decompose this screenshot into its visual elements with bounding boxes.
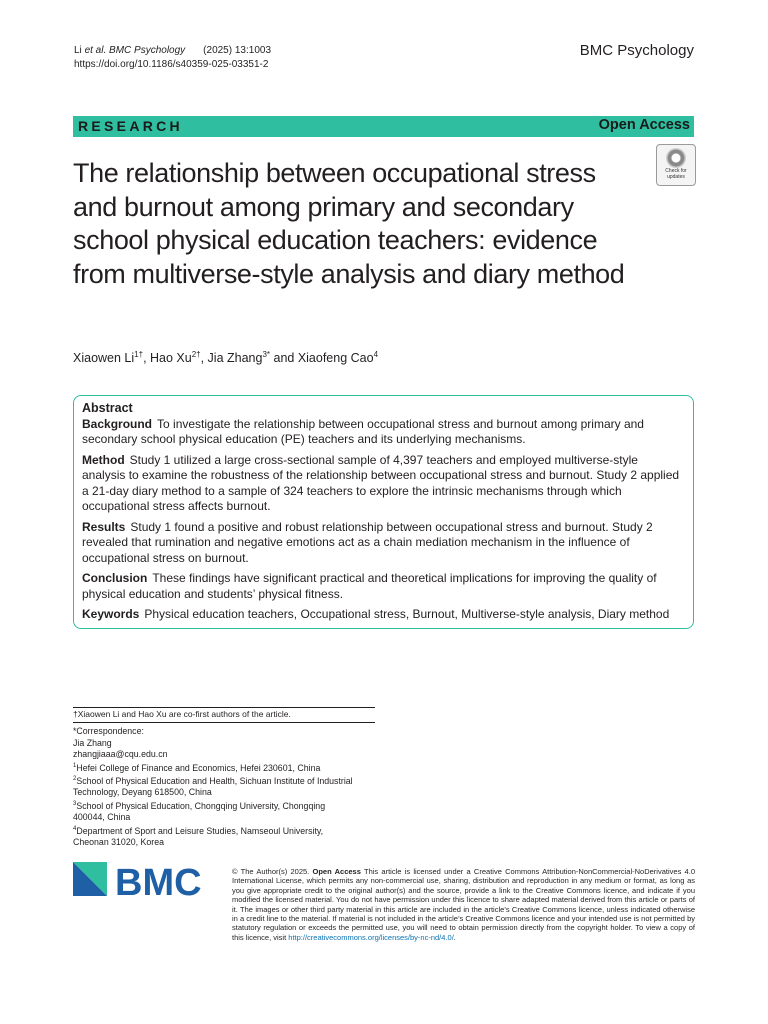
results-text: Study 1 found a positive and robust relationship between occupational stress and burnout. Study 2 revealed that rumination and negative emotions act as a chain mediation mechanism in the influence of occupational stress on burnout. bbox=[82, 519, 653, 565]
author-3[interactable]: , Jia Zhang bbox=[200, 351, 263, 366]
co-first-footnote: †Xiaowen Li and Hao Xu are co-first authors of the article. bbox=[73, 709, 291, 719]
conclusion-text: These findings have significant practical and theoretical implications for improving the quality of physical education and students’ physical fitness. bbox=[82, 571, 657, 601]
affiliation-3-cont: 400044, China bbox=[73, 812, 131, 823]
research-band bbox=[73, 116, 694, 137]
bmc-logo bbox=[73, 862, 215, 906]
badge-line2: updates bbox=[667, 173, 685, 180]
license-body: This article is licensed under a Creative Commons Attribution-NonCommercial-NoDerivatives 4.0 International License, which permits any non-commercial use, sharing, distribution and reproduction in any medium or format, as long as you give appropriate credit to the original author(s) and the source, provide a link to the Creative Commons licence, and indicate if you modified the licensed material. You do not have permission under this licence to share adapted material derived from this article or parts of it. The images or other third party material in this article are included in the article’s Creative Commons licence, unless indicated otherwise in a credit line to the material. If material is not included in the article’s Creative Commons licence and your intended use is not permitted by statutory regulation or exceeds the permitted use, you will need to obtain permission directly from the copyright holder. To view a copy of this licence, visit bbox=[232, 867, 695, 942]
citation-header bbox=[74, 44, 271, 72]
author-4[interactable]: and Xiaofeng Cao bbox=[270, 351, 374, 366]
aff2-text-a: School of Physical Education and Health, Sichuan Institute of Industrial bbox=[76, 775, 353, 786]
background-text: To investigate the relationship between occupational stress and burnout among primary and secondary school physical education (PE) teachers and its underlying mechanisms. bbox=[82, 416, 644, 446]
footnote-divider bbox=[73, 707, 375, 708]
license-prefix: © The Author(s) 2025. bbox=[232, 867, 310, 876]
aff1-sup: 1 bbox=[73, 762, 77, 769]
citation-year: (2025) 13:1003 bbox=[203, 45, 272, 56]
aff3-sup: 3 bbox=[73, 800, 77, 807]
affiliation-1 bbox=[73, 761, 353, 774]
check-for-updates-icon bbox=[666, 148, 686, 168]
aff3-text-a: School of Physical Education, Chongqing University, Chongqing bbox=[76, 800, 326, 811]
author-3-sup: 3* bbox=[262, 350, 271, 359]
check-for-updates-badge[interactable] bbox=[656, 144, 696, 186]
abstract-keywords bbox=[82, 607, 682, 623]
logo-text: BMC bbox=[115, 862, 202, 904]
correspondence-name: Jia Zhang bbox=[73, 737, 112, 748]
background-label: Background bbox=[82, 416, 153, 431]
article-type-label: RESEARCH bbox=[78, 118, 183, 134]
correspondence-block bbox=[73, 726, 353, 849]
author-2[interactable]: , Hao Xu bbox=[143, 351, 192, 366]
aff2-sup: 2 bbox=[73, 775, 77, 782]
aff1-text: Hefei College of Finance and Economics, Hefei 230601, China bbox=[76, 762, 321, 773]
author-4-sup: 4 bbox=[373, 350, 379, 359]
results-label: Results bbox=[82, 519, 126, 534]
affiliation-4 bbox=[73, 824, 353, 837]
affiliation-3 bbox=[73, 799, 353, 812]
method-text: Study 1 utilized a large cross-sectional sample of 4,397 teachers and employed multiverse-style analysis to examine the robustness of the relationship between occupational stress and burnout. Study 2 applied a 21-day diary method to a sample of 324 teachers to explore the intrinsic mechanisms through which occupational stress affects burnout. bbox=[82, 452, 680, 513]
footnote-divider-2 bbox=[73, 722, 375, 723]
author-2-sup: 2† bbox=[191, 350, 201, 359]
license-suffix: . bbox=[453, 932, 456, 942]
license-link[interactable]: http://creativecommons.org/licenses/by-nc-nd/4.0/ bbox=[288, 932, 454, 942]
open-access-label: Open Access bbox=[598, 117, 690, 133]
author-list bbox=[73, 350, 378, 365]
correspondence-label: *Correspondence: bbox=[73, 726, 144, 736]
license-statement bbox=[232, 867, 695, 942]
license-open-access: Open Access bbox=[312, 867, 361, 876]
abstract-background bbox=[82, 417, 682, 448]
aff4-text-a: Department of Sport and Leisure Studies, Namseoul University, bbox=[76, 825, 324, 836]
abstract-method bbox=[82, 453, 682, 515]
author-1-sup: 1† bbox=[134, 350, 144, 359]
correspondence-email[interactable]: zhangjiaaa@cqu.edu.cn bbox=[73, 749, 168, 759]
abstract-box bbox=[73, 395, 694, 629]
affiliation-2-cont: Technology, Deyang 618500, China bbox=[73, 787, 212, 798]
citation-authors: Li bbox=[74, 45, 85, 56]
keywords-label: Keywords bbox=[82, 607, 140, 621]
aff4-sup: 4 bbox=[73, 825, 77, 832]
author-1[interactable]: Xiaowen Li bbox=[73, 351, 135, 366]
journal-name: BMC Psychology bbox=[579, 42, 694, 59]
keywords-text: Physical education teachers, Occupational stress, Burnout, Multiverse-style analysis, Diary method bbox=[144, 607, 670, 621]
doi-link[interactable]: https://doi.org/10.1186/s40359-025-03351-2 bbox=[74, 59, 269, 70]
affiliation-4-cont: Cheonan 31020, Korea bbox=[73, 837, 164, 848]
conclusion-label: Conclusion bbox=[82, 571, 148, 585]
badge-line1: Check for bbox=[665, 168, 687, 174]
abstract-results bbox=[82, 520, 682, 567]
citation-etal: et al. BMC Psychology bbox=[84, 45, 186, 56]
abstract-conclusion bbox=[82, 571, 682, 602]
method-label: Method bbox=[82, 452, 125, 467]
affiliation-2 bbox=[73, 774, 353, 787]
abstract-heading: Abstract bbox=[82, 401, 133, 415]
article-title: The relationship between occupational stress and burnout among primary and secondary school physical education teachers: evidence from multiverse-style analysis and diary method bbox=[73, 158, 625, 289]
